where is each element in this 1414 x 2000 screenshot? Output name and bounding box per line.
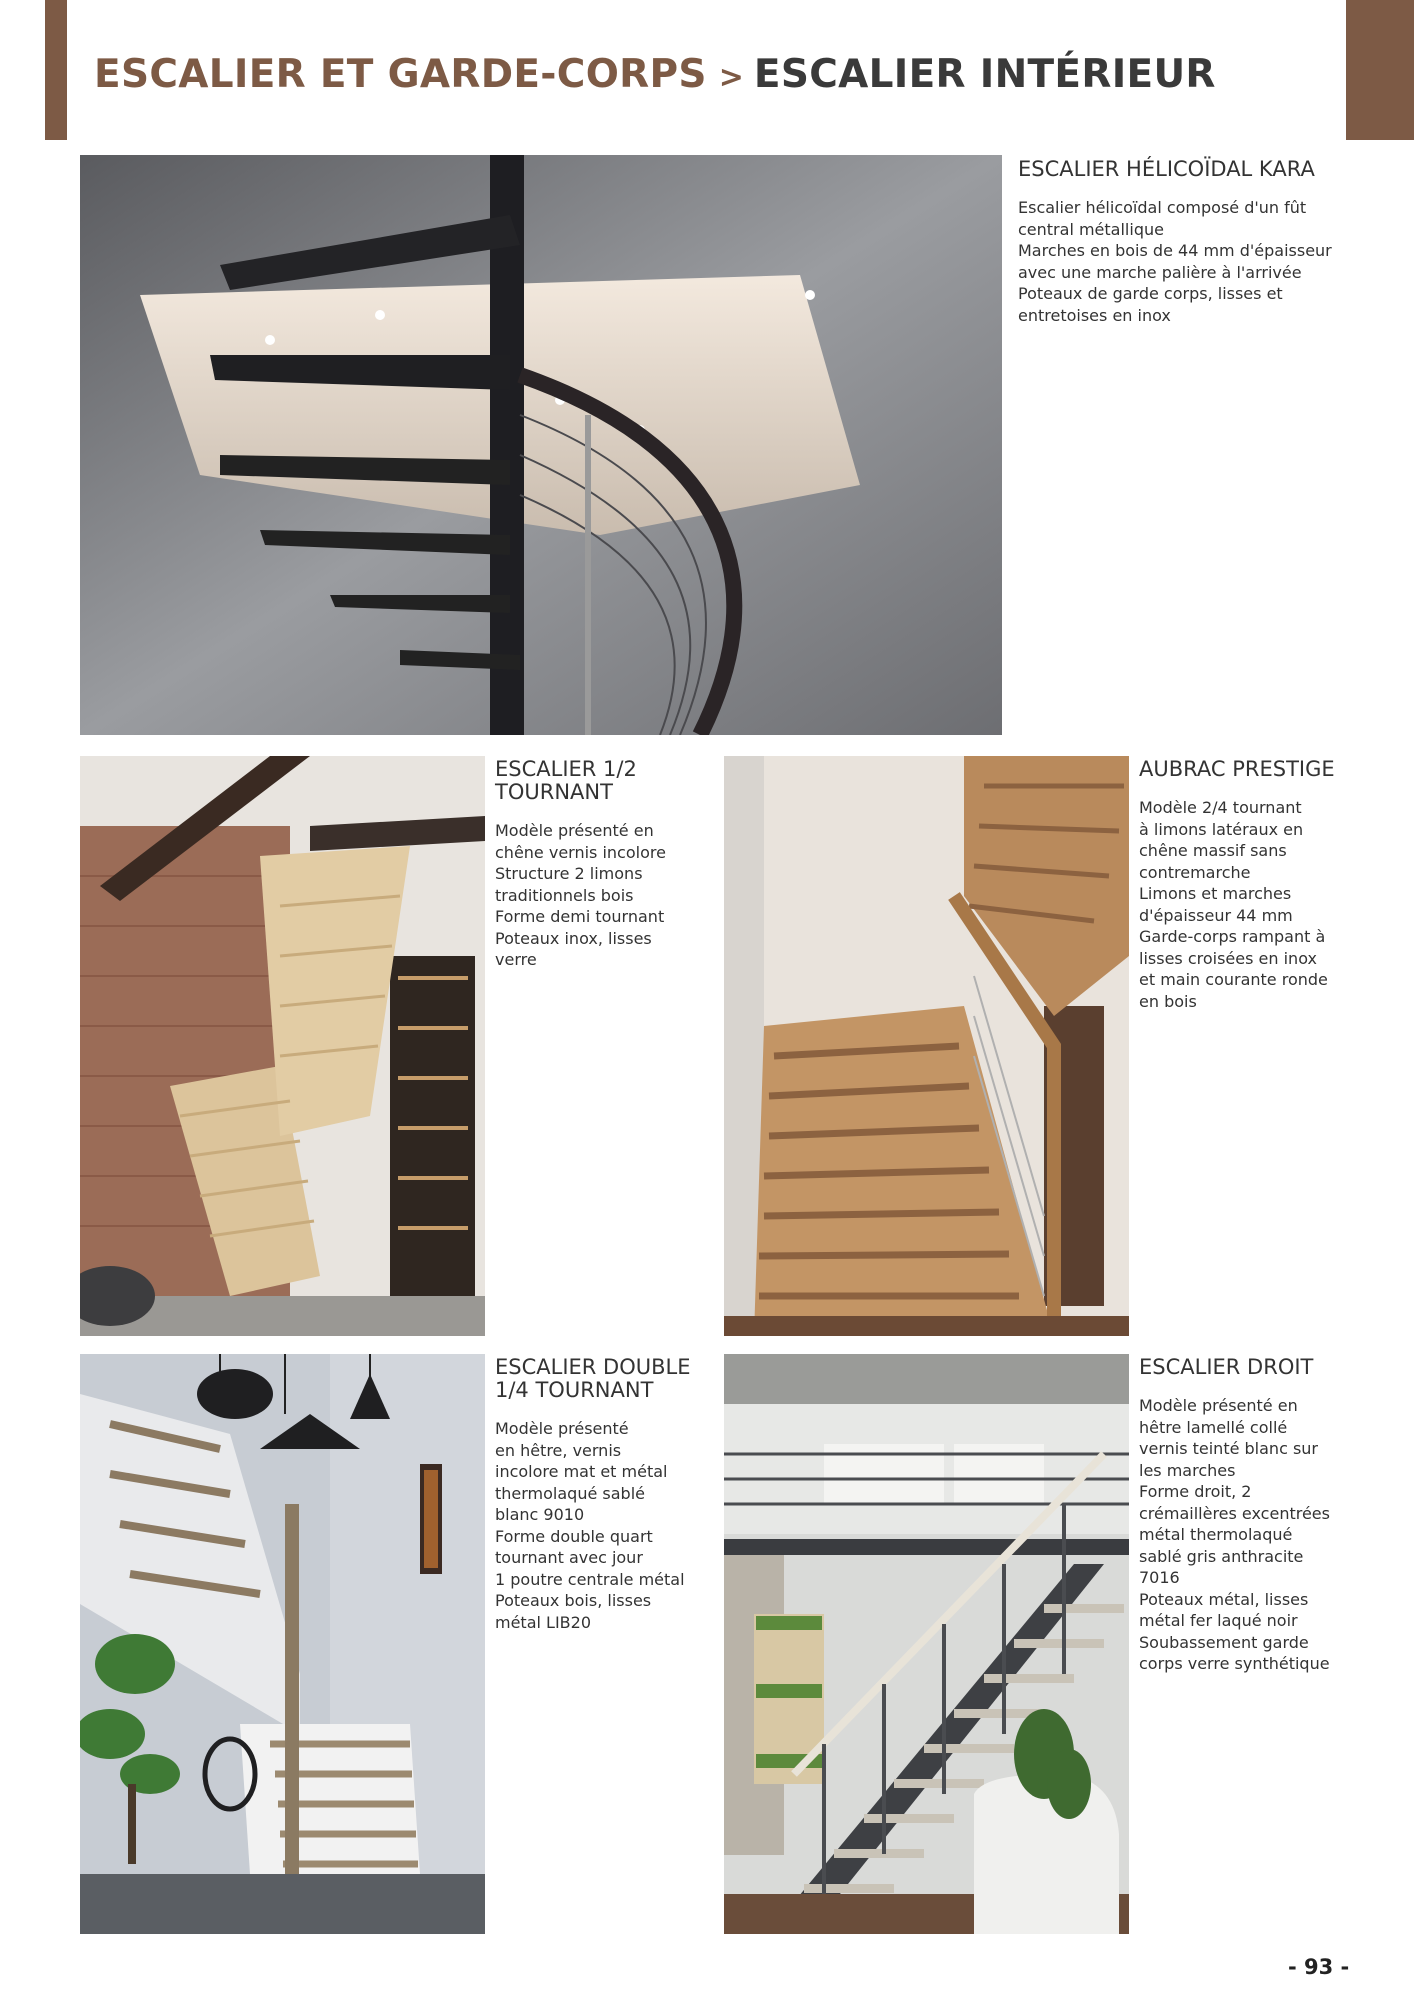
product-escalier-droit: [1139, 1356, 1359, 1675]
description-line: sablé gris anthracite: [1139, 1546, 1304, 1566]
description-line: 7016: [1139, 1568, 1180, 1587]
description-line: contremarche: [1139, 862, 1251, 882]
description-line: Marches en bois de 44 mm d'épaisseur: [1018, 241, 1332, 260]
product-title: AUBRAC PRESTIGE: [1139, 757, 1335, 781]
description-line: Poteaux métal, lisses: [1139, 1589, 1309, 1609]
description-line: Structure 2 limons: [495, 864, 643, 883]
description-line: métal LIB20: [495, 1612, 592, 1632]
description-line: Limons et marches: [1139, 884, 1292, 903]
header-category: ESCALIER ET GARDE-CORPS: [94, 52, 707, 97]
product-description: [1018, 197, 1358, 326]
description-line: hêtre lamellé collé: [1139, 1417, 1288, 1437]
description-line: à limons latéraux en: [1139, 819, 1304, 839]
description-line: 1 poutre centrale métal: [495, 1569, 685, 1589]
description-line: Poteaux bois, lisses: [495, 1591, 652, 1610]
description-line: lisses croisées en inox: [1139, 948, 1317, 968]
product-description: [1139, 797, 1354, 1012]
product-description: [1139, 1395, 1359, 1675]
description-line: avec une marche palière à l'arrivée: [1018, 262, 1302, 282]
description-line: incolore mat et métal: [495, 1462, 668, 1481]
description-line: Modèle 2/4 tournant: [1139, 798, 1302, 817]
page-number: - 93 -: [1288, 1955, 1350, 1979]
description-line: en hêtre, vernis: [495, 1440, 622, 1460]
product-title: ESCALIER 1/2 TOURNANT: [495, 757, 637, 804]
description-line: Modèle présenté: [495, 1419, 629, 1438]
product-aubrac-prestige: [1139, 758, 1354, 1012]
description-line: vernis teinté blanc sur: [1139, 1439, 1319, 1458]
description-line: Forme droit, 2: [1139, 1482, 1252, 1501]
description-line: verre: [495, 950, 537, 969]
description-line: et main courante ronde: [1139, 970, 1328, 989]
description-line: Garde-corps rampant à: [1139, 927, 1326, 946]
description-line: en bois: [1139, 991, 1197, 1011]
description-line: chêne vernis incolore: [495, 842, 666, 862]
header-subcategory: ESCALIER INTÉRIEUR: [753, 52, 1216, 97]
description-line: blanc 9010: [495, 1505, 585, 1524]
header-accent-bar-left: [45, 0, 67, 140]
photo-escalier-double-quart-tournant: [80, 1354, 485, 1934]
description-line: central métallique: [1018, 219, 1164, 239]
description-line: chêne massif sans: [1139, 841, 1287, 860]
description-line: Modèle présenté en: [1139, 1396, 1298, 1415]
description-line: métal thermolaqué: [1139, 1525, 1293, 1544]
description-line: entretoises en inox: [1018, 305, 1171, 325]
description-line: métal fer laqué noir: [1139, 1611, 1298, 1630]
description-line: tournant avec jour: [495, 1548, 643, 1567]
description-line: Forme double quart: [495, 1526, 653, 1546]
description-line: crémaillères excentrées: [1139, 1503, 1330, 1523]
description-line: thermolaqué sablé: [495, 1483, 645, 1503]
description-line: Escalier hélicoïdal composé d'un fût: [1018, 198, 1307, 217]
product-kara: [1018, 158, 1358, 326]
product-title: ESCALIER DROIT: [1139, 1355, 1314, 1379]
description-line: d'épaisseur 44 mm: [1139, 905, 1293, 925]
header-accent-bar-right: [1346, 0, 1414, 140]
photo-aubrac-prestige: [724, 756, 1129, 1336]
product-demi-tournant: [495, 758, 700, 971]
product-title: ESCALIER HÉLICOÏDAL KARA: [1018, 157, 1315, 181]
product-title: ESCALIER DOUBLE 1/4 TOURNANT: [495, 1355, 691, 1402]
description-line: Poteaux inox, lisses: [495, 928, 652, 948]
description-line: corps verre synthétique: [1139, 1654, 1330, 1673]
photo-escalier-helicoidal: [80, 155, 1002, 735]
product-double-quart-tournant: [495, 1356, 710, 1633]
description-line: Poteaux de garde corps, lisses et: [1018, 284, 1283, 303]
page-header: [94, 52, 1216, 112]
description-line: Modèle présenté en: [495, 821, 654, 840]
description-line: Forme demi tournant: [495, 907, 665, 926]
description-line: traditionnels bois: [495, 885, 634, 905]
description-line: Soubassement garde: [1139, 1632, 1309, 1652]
product-description: [495, 820, 700, 971]
photo-escalier-demi-tournant: [80, 756, 485, 1336]
header-separator: >: [718, 60, 744, 95]
product-description: [495, 1418, 710, 1633]
photo-escalier-droit: [724, 1354, 1129, 1934]
description-line: les marches: [1139, 1460, 1236, 1480]
